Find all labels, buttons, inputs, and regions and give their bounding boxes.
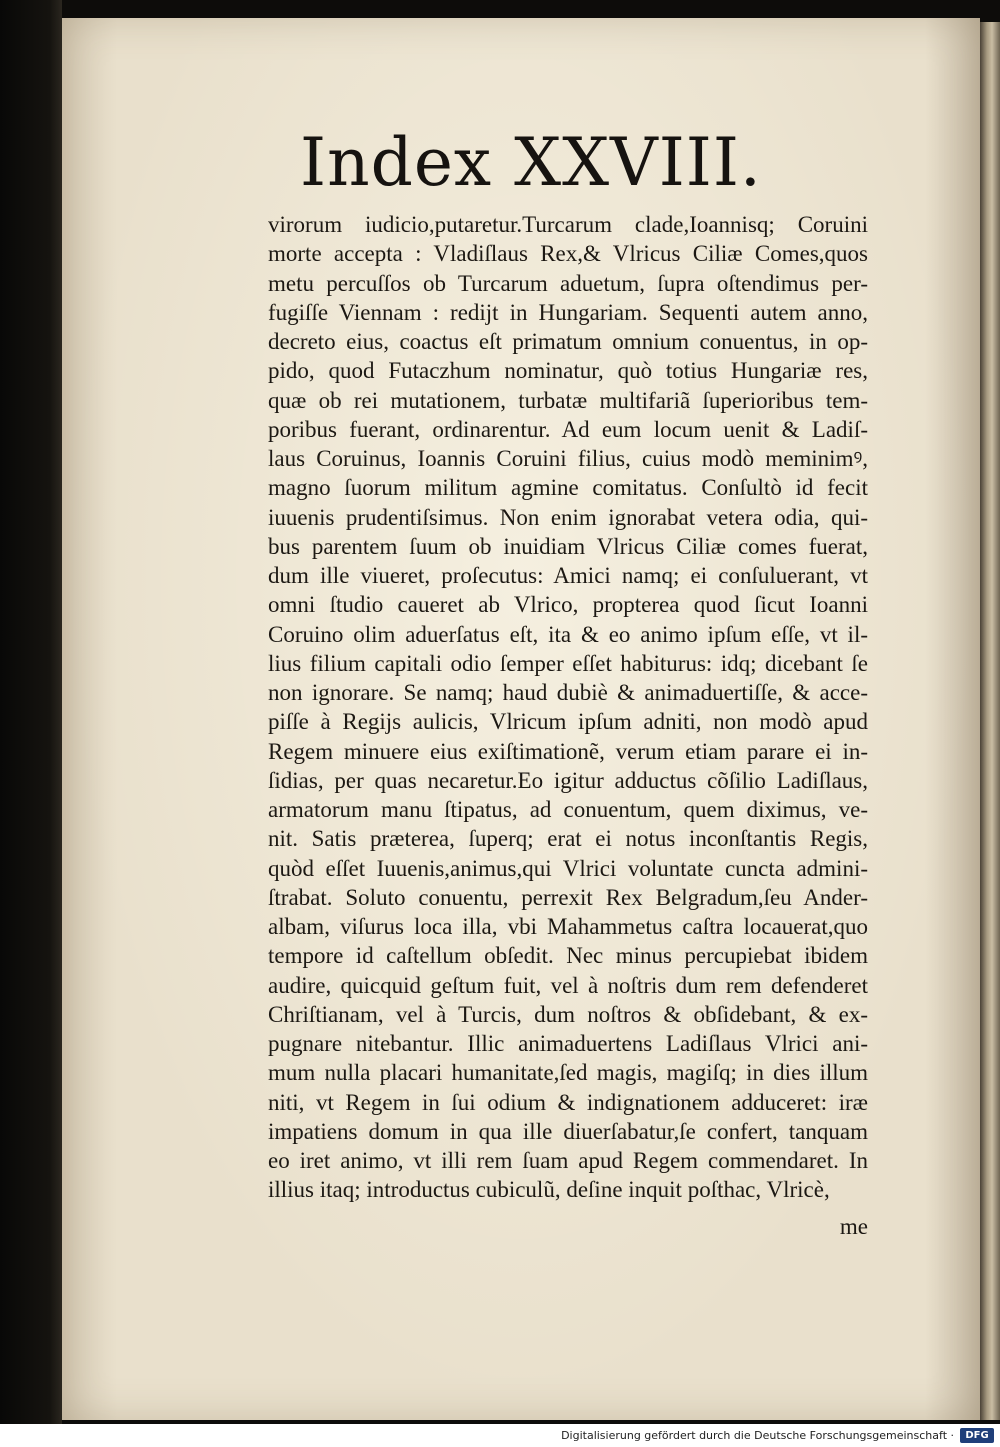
text-line: illius itaq; introductus cubiculũ, deſine inquit poſthac, Vlricè, xyxy=(268,1177,830,1203)
text-line: mum nulla placari humanitate,ſed magis, magiſq; in dies illum xyxy=(268,1060,868,1086)
text-line: iuuenis prudentiſsimus. Non enim ignorabat vetera odia, qui- xyxy=(268,504,868,530)
text-line: tempore id caſtellum obſedit. Nec minus percupiebat ibidem xyxy=(268,943,868,969)
text-line: niti, vt Regem in ſui odium & indignationem adduceret: iræ xyxy=(268,1089,868,1115)
text-line: ſidias, per quas necaretur.Eo igitur adductus cõſilio Ladiſlaus, xyxy=(268,767,868,793)
text-line: poribus fuerant, ordinarentur. Ad eum locum uenit & Ladiſ- xyxy=(268,416,868,442)
text-line: eo iret animo, vt illi rem ſuam apud Regem commendaret. In xyxy=(268,1148,868,1173)
text-line: nit. Satis præterea, ſuperq; erat ei notus inconſtantis Regis, xyxy=(268,826,868,852)
text-line: Regem minuere eius exiſtimationẽ, verum etiam parare ei in- xyxy=(268,738,868,764)
page-edge xyxy=(980,22,1000,1420)
text-line: Coruino olim aduerſatus eſt, ita & eo animo ipſum eſſe, vt il- xyxy=(268,621,868,647)
text-line: non ignorare. Se namq; haud dubiè & animaduertiſſe, & acce- xyxy=(268,680,868,705)
text-line: laus Coruinus, Ioannis Coruini filius, cuius modò meminimꝰ, xyxy=(268,446,868,471)
text-line: impatiens domum in qua ille diuerſabatur,ſe confert, tanquam xyxy=(268,1118,868,1144)
text-line: magno ſuorum militum agmine comitatus. Conſultò id fecit xyxy=(268,475,868,501)
text-line: ſtrabat. Soluto conuentu, perrexit Rex Belgradum,ſeu Ander- xyxy=(268,884,868,910)
text-line: pugnare nitebantur. Illic animaduertens Ladiſlaus Vlrici ani- xyxy=(268,1031,868,1056)
text-line: albam, viſurus loca illa, vbi Mahammetus caſtra locauerat,quo xyxy=(268,914,868,939)
footer-bar xyxy=(0,1424,1000,1447)
text-line: decreto eius, coactus eſt primatum omnium conuentus, in op- xyxy=(268,329,868,354)
text-line: lius filium capitali odio ſemper eſſet habiturus: idq; dicebant ſe xyxy=(268,650,868,676)
text-line: pido, quod Futaczhum nominatur, quò totius Hungariæ res, xyxy=(268,358,868,384)
text-line: Chriſtianam, vel à Turcis, dum noſtros & obſidebant, & ex- xyxy=(268,1001,868,1027)
text-line: dum ille viueret, proſecutus: Amici namq; ei conſuluerant, vt xyxy=(268,563,868,588)
text-line: omni ſtudio caueret ab Vlrico, propterea quod ſicut Ioanni xyxy=(268,592,868,618)
dfg-logo: DFG xyxy=(960,1428,994,1443)
footer-credit: Digitalisierung gefördert durch die Deutsche Forschungsgemeinschaft · xyxy=(561,1429,954,1442)
catchword: me xyxy=(839,1214,868,1239)
text-line: morte accepta : Vladiſlaus Rex,& Vlricus Ciliæ Comes,quos xyxy=(268,241,868,267)
text-line: fugiſſe Viennam : redijt in Hungariam. Sequenti autem anno, xyxy=(268,299,868,325)
scan-background xyxy=(0,0,62,1447)
text-line: virorum iudicio,putaretur.Turcarum clade,Ioannisq; Coruini xyxy=(268,212,868,237)
text-line: piſſe à Regijs aulicis, Vlricum ipſum adniti, non modò apud xyxy=(268,709,868,735)
text-line: metu percuſſos ob Turcarum aduetum, ſupra oſtendimus per- xyxy=(268,270,868,296)
text-line: quæ ob rei mutationem, turbatæ multifariã ſuperioribus tem- xyxy=(268,387,868,413)
text-line: quòd eſſet Iuuenis,animus,qui Vlrici voluntate cuncta admini- xyxy=(268,855,868,881)
body-text xyxy=(268,210,868,1205)
text-line: bus parentem ſuum ob inuidiam Vlricus Ciliæ comes fuerat, xyxy=(268,533,868,559)
text-line: audire, quicquid geſtum fuit, vel à noſtris dum rem defenderet xyxy=(268,972,868,998)
page-heading: Index XXVIII. xyxy=(300,124,762,201)
text-line: armatorum manu ſtipatus, ad conuentum, quem diximus, ve- xyxy=(268,797,868,822)
